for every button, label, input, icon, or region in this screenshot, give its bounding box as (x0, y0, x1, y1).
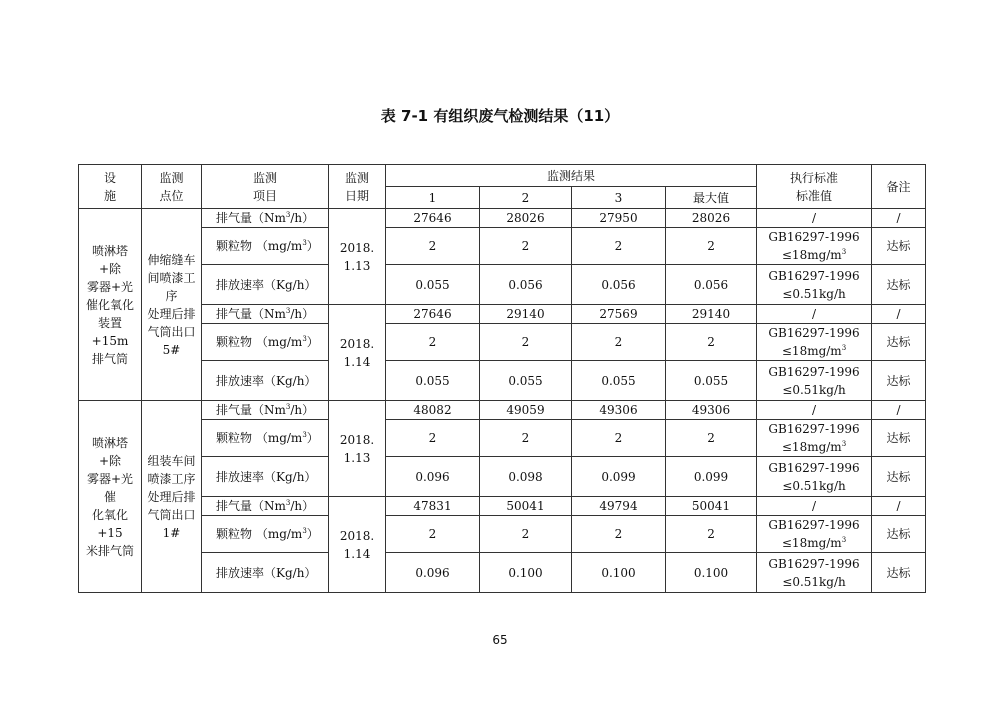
monitoring-point-cell: 组装车间 喷漆工序 处理后排 气筒出口 1# (142, 401, 202, 593)
result-max-cell: 2 (666, 420, 757, 457)
header-result-1: 1 (386, 187, 480, 209)
header-standard: 执行标准 标准值 (757, 165, 872, 209)
result-value-cell: 0.055 (386, 265, 480, 305)
date-cell: 2018. 1.13 (329, 401, 386, 497)
item-exhaust-cell: 排气量（Nm$^3$/h） (202, 401, 329, 420)
standard-value-cell: GB16297-1996 $\le 18mg/m^3$ (757, 420, 872, 457)
table-row (79, 497, 926, 516)
remark-cell: 达标 (872, 457, 926, 497)
result-value-cell: 29140 (480, 305, 572, 324)
item-exhaust-cell: 排气量（Nm$^3$/h） (202, 209, 329, 228)
standard-value-cell: / (757, 305, 872, 324)
result-max-cell: 29140 (666, 305, 757, 324)
result-value-cell: 0.096 (386, 457, 480, 497)
header-item: 监测 项目 (202, 165, 329, 209)
result-value-cell: 27950 (572, 209, 666, 228)
result-value-cell: 49794 (572, 497, 666, 516)
item-particle-cell: 颗粒物 $(mg/m^3)$ (202, 324, 329, 361)
result-value-cell: 0.096 (386, 553, 480, 593)
result-value-cell: 28026 (480, 209, 572, 228)
facility-cell: 喷淋塔+除 雾器+光 催化氧化 装置+15m 排气筒 (79, 209, 142, 401)
remark-cell: / (872, 305, 926, 324)
table-row (79, 228, 926, 265)
remark-cell: / (872, 209, 926, 228)
item-particle-cell: 颗粒物 $(mg/m^3)$ (202, 420, 329, 457)
result-value-cell: 0.055 (386, 361, 480, 401)
standard-value-cell: / (757, 497, 872, 516)
result-value-cell: 2 (386, 420, 480, 457)
item-rate-cell: 排放速率（Kg/h） (202, 265, 329, 305)
table-row (79, 401, 926, 420)
result-value-cell: 47831 (386, 497, 480, 516)
standard-value-cell: / (757, 401, 872, 420)
result-value-cell: 2 (386, 516, 480, 553)
remark-cell: 达标 (872, 361, 926, 401)
table-row (79, 324, 926, 361)
standard-value-cell: GB16297-1996 $\le 18mg/m^3$ (757, 324, 872, 361)
result-value-cell: 2 (386, 324, 480, 361)
standard-value-cell: GB16297-1996 $\le 18mg/m^3$ (757, 228, 872, 265)
header-date: 监测 日期 (329, 165, 386, 209)
date-cell: 2018. 1.14 (329, 497, 386, 593)
result-value-cell: 0.100 (572, 553, 666, 593)
facility-cell: 喷淋塔+除 雾器+光催 化氧化+15 米排气筒 (79, 401, 142, 593)
remark-cell: 达标 (872, 265, 926, 305)
result-value-cell: 50041 (480, 497, 572, 516)
remark-cell: / (872, 497, 926, 516)
result-max-cell: 0.100 (666, 553, 757, 593)
table-row (79, 209, 926, 228)
header-remark: 备注 (872, 165, 926, 209)
result-max-cell: 28026 (666, 209, 757, 228)
header-results: 监测结果 (386, 165, 757, 187)
result-value-cell: 2 (480, 516, 572, 553)
table-row (79, 420, 926, 457)
table-row (79, 305, 926, 324)
result-value-cell: 2 (572, 420, 666, 457)
result-value-cell: 0.055 (572, 361, 666, 401)
item-rate-cell: 排放速率（Kg/h） (202, 361, 329, 401)
monitoring-point-cell: 伸缩缝车 间喷漆工 序 处理后排 气筒出口 5# (142, 209, 202, 401)
result-max-cell: 0.055 (666, 361, 757, 401)
date-cell: 2018. 1.13 (329, 209, 386, 305)
result-value-cell: 2 (480, 324, 572, 361)
table-row (79, 265, 926, 305)
item-particle-cell: 颗粒物 $(mg/m^3)$ (202, 228, 329, 265)
date-cell: 2018. 1.14 (329, 305, 386, 401)
result-value-cell: 49059 (480, 401, 572, 420)
table-row (79, 553, 926, 593)
result-value-cell: 0.056 (480, 265, 572, 305)
item-exhaust-cell: 排气量（Nm$^3$/h） (202, 305, 329, 324)
result-value-cell: 2 (386, 228, 480, 265)
result-value-cell: 2 (572, 324, 666, 361)
result-value-cell: 2 (480, 228, 572, 265)
table-title: 表 7-1 有组织废气检测结果（11） (380, 107, 620, 125)
remark-cell: 达标 (872, 228, 926, 265)
item-exhaust-cell: 排气量（Nm$^3$/h） (202, 497, 329, 516)
standard-value-cell: GB16297-1996 $\le 18mg/m^3$ (757, 516, 872, 553)
item-rate-cell: 排放速率（Kg/h） (202, 457, 329, 497)
results-table (78, 164, 926, 593)
standard-value-cell: GB16297-1996 ≤0.51kg/h (757, 553, 872, 593)
result-value-cell: 0.056 (572, 265, 666, 305)
header-result-max: 最大值 (666, 187, 757, 209)
result-max-cell: 2 (666, 516, 757, 553)
standard-value-cell: GB16297-1996 ≤0.51kg/h (757, 457, 872, 497)
result-max-cell: 0.099 (666, 457, 757, 497)
result-max-cell: 2 (666, 324, 757, 361)
result-value-cell: 0.099 (572, 457, 666, 497)
header-result-3: 3 (572, 187, 666, 209)
item-rate-cell: 排放速率（Kg/h） (202, 553, 329, 593)
remark-cell: 达标 (872, 420, 926, 457)
result-value-cell: 0.100 (480, 553, 572, 593)
result-value-cell: 27646 (386, 305, 480, 324)
result-value-cell: 49306 (572, 401, 666, 420)
result-value-cell: 27646 (386, 209, 480, 228)
table-row (79, 457, 926, 497)
header-point: 监测 点位 (142, 165, 202, 209)
page-number: 65 (492, 633, 508, 647)
table-row (79, 516, 926, 553)
result-value-cell: 2 (480, 420, 572, 457)
standard-value-cell: GB16297-1996 ≤0.51kg/h (757, 265, 872, 305)
result-value-cell: 27569 (572, 305, 666, 324)
remark-cell: 达标 (872, 324, 926, 361)
result-max-cell: 0.056 (666, 265, 757, 305)
standard-value-cell: GB16297-1996 ≤0.51kg/h (757, 361, 872, 401)
result-value-cell: 0.055 (480, 361, 572, 401)
result-max-cell: 49306 (666, 401, 757, 420)
result-value-cell: 0.098 (480, 457, 572, 497)
table-row (79, 361, 926, 401)
remark-cell: 达标 (872, 516, 926, 553)
header-result-2: 2 (480, 187, 572, 209)
result-value-cell: 48082 (386, 401, 480, 420)
result-max-cell: 2 (666, 228, 757, 265)
result-value-cell: 2 (572, 228, 666, 265)
remark-cell: / (872, 401, 926, 420)
standard-value-cell: / (757, 209, 872, 228)
result-max-cell: 50041 (666, 497, 757, 516)
remark-cell: 达标 (872, 553, 926, 593)
result-value-cell: 2 (572, 516, 666, 553)
header-facility: 设 施 (79, 165, 142, 209)
item-particle-cell: 颗粒物 $(mg/m^3)$ (202, 516, 329, 553)
